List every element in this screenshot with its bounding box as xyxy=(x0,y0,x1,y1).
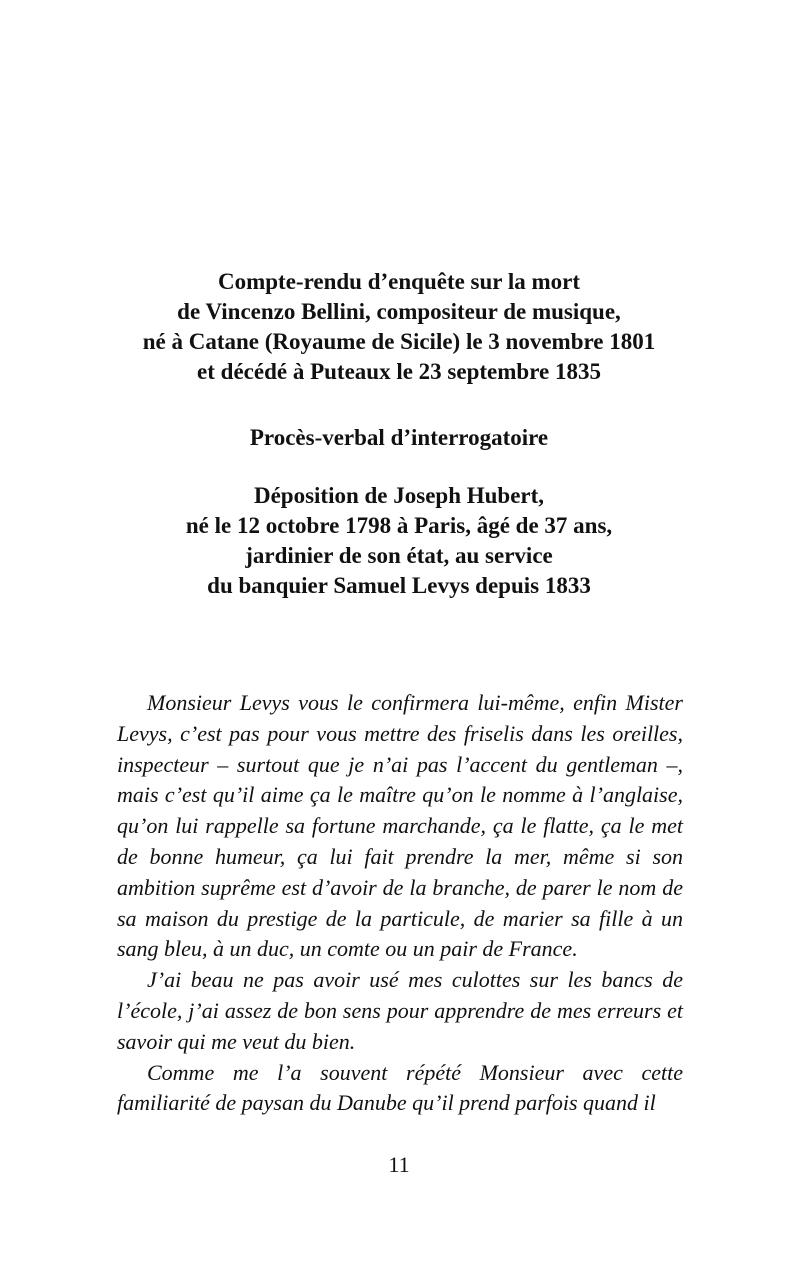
deposition-line: né le 12 octobre 1798 à Paris, âgé de 37 ans, xyxy=(185,513,613,538)
chapter-title-line: et décédé à Puteaux le 23 septembre 1835 xyxy=(197,359,601,384)
chapter-subtitle xyxy=(0,423,798,453)
chapter-title-line: Compte-rendu d’enquête sur la mort xyxy=(217,269,581,294)
page-number: 11 xyxy=(388,1152,410,1177)
paragraph: Monsieur Levys vous le confirmera lui-même, enfin Mister Levys, c’est pas pour vous mettre des friselis dans les oreilles, inspecteur – surtout que je n’ai pas l’accent du gentleman –, mais c’est qu’il aime ça le maître qu’on le nomme à l’anglaise, qu’on lui rappelle sa fortune marchande, ça le flatte, ça le met de bonne humeur, ça lui fait prendre la mer, même si son ambition suprême est d’avoir de la branche, de parer le nom de sa maison du prestige de la particule, de marier sa fille à un sang bleu, à un duc, un comte ou un pair de France. xyxy=(117,690,683,962)
paragraph: J’ai beau ne pas avoir usé mes culottes sur les bancs de l’école, j’ai assez de bon sens pour apprendre de mes erreurs et savoir qui me veut du bien. xyxy=(117,967,683,1054)
subtitle-line: Procès-verbal d’interrogatoire xyxy=(249,425,549,450)
deposition-line: jardinier de son état, au service xyxy=(245,543,553,568)
body-text xyxy=(117,688,683,1119)
chapter-title-line: né à Catane (Royaume de Sicile) le 3 novembre 1801 xyxy=(142,329,656,354)
paragraph: Comme me l’a souvent répété Monsieur avec cette familiarité de paysan du Danube qu’il prend parfois quand il xyxy=(117,1059,683,1116)
deposition-heading xyxy=(0,481,798,601)
deposition-line: du banquier Samuel Levys depuis 1833 xyxy=(207,573,591,598)
chapter-title xyxy=(0,267,798,387)
chapter-title-line: de Vincenzo Bellini, compositeur de musique, xyxy=(177,299,621,324)
deposition-line: Déposition de Joseph Hubert, xyxy=(253,483,545,508)
